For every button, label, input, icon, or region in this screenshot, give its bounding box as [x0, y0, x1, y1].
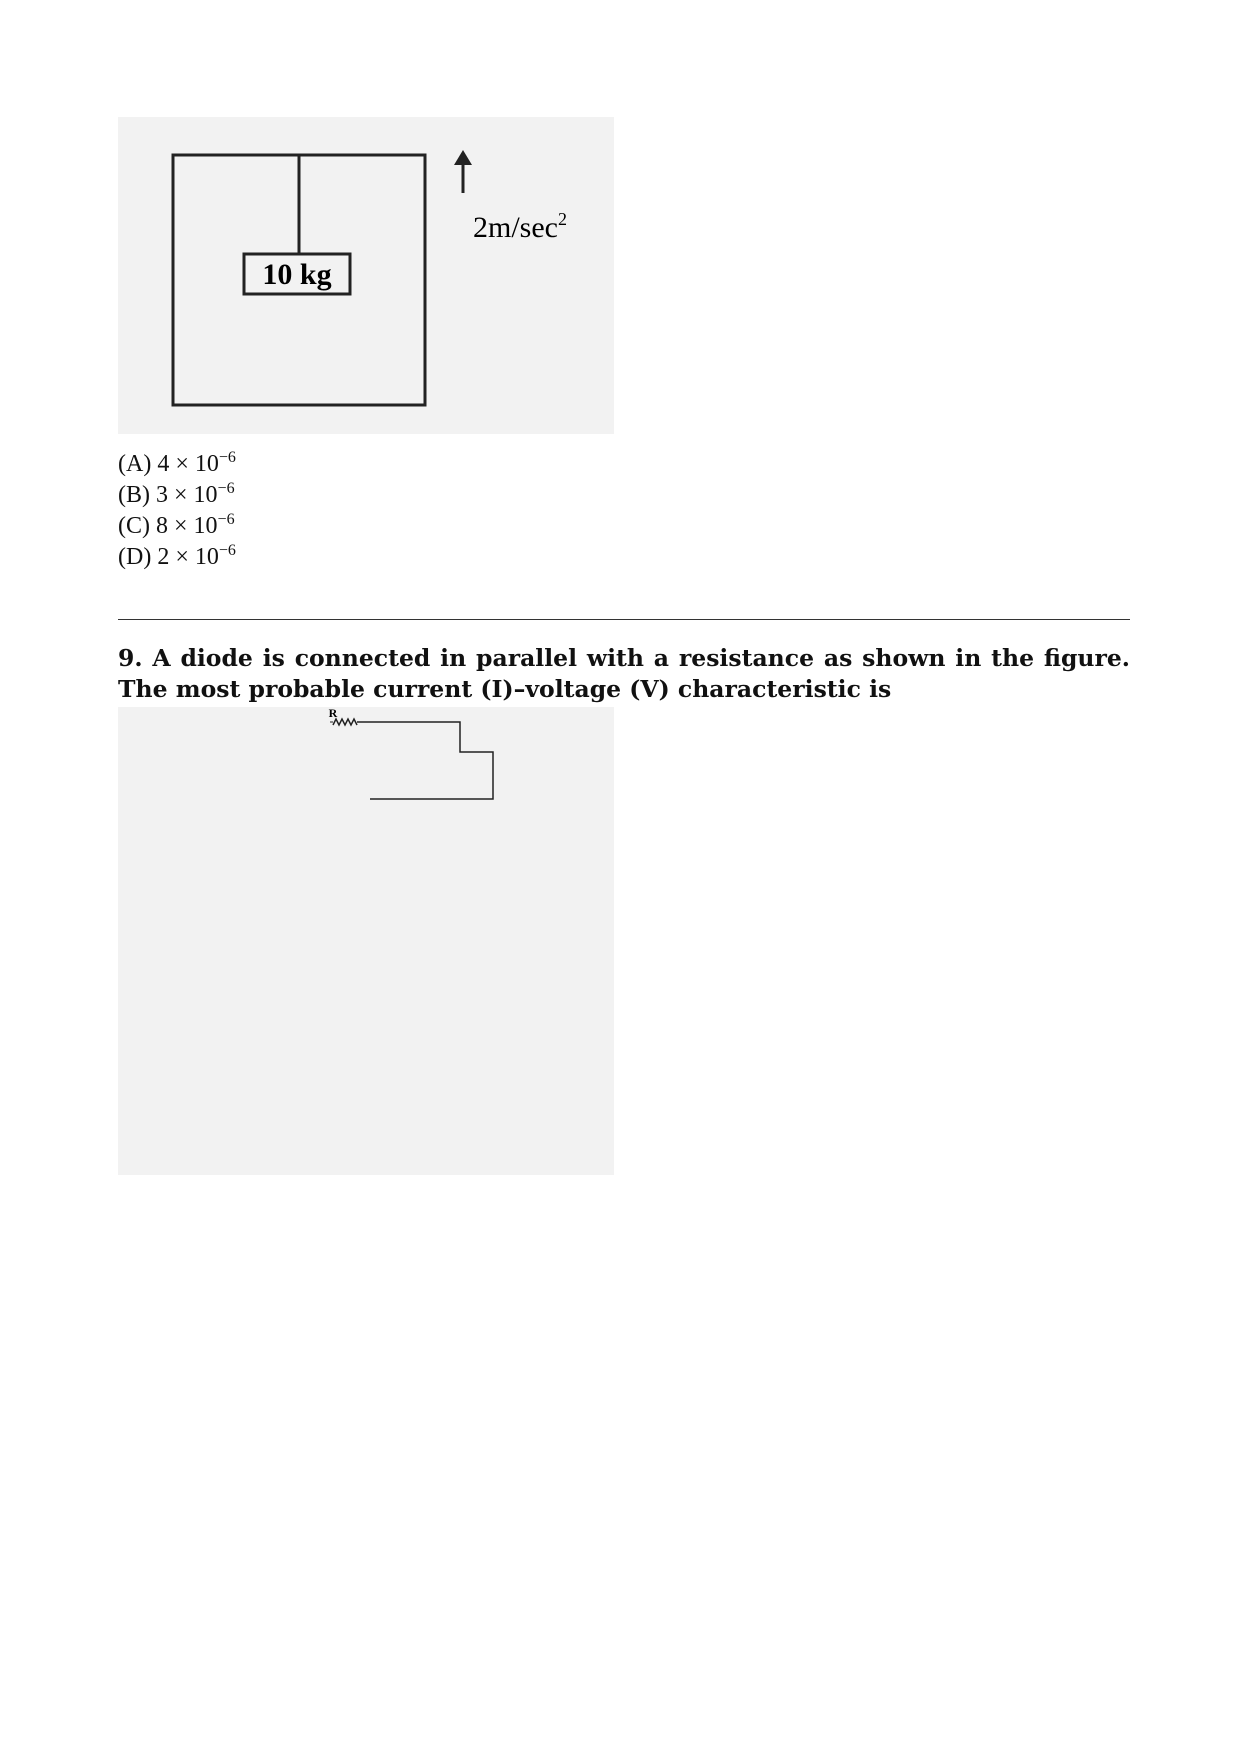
q8-option-c: (C) $8 \times 10^{-6}$ [118, 511, 235, 539]
lift-diagram [118, 117, 614, 434]
diode-diagram [118, 707, 614, 1175]
resistor-label: R [328, 707, 338, 720]
diode-figure [118, 707, 614, 1175]
q8-option-b: (B) $3 \times 10^{-6}$ [118, 480, 235, 508]
mass-label: 10 kg [262, 258, 332, 291]
accel-label: $2m/\sec^2$ [473, 209, 567, 244]
circuit [329, 707, 493, 799]
lift-figure [118, 117, 614, 434]
q8-option-a: (A) $4 \times 10^{-6}$ [118, 449, 236, 477]
divider-q8-q9 [118, 619, 1130, 620]
q8-option-d: (D) $2 \times 10^{-6}$ [118, 542, 236, 570]
resistor-icon [333, 719, 357, 725]
up-arrow-icon [454, 150, 472, 165]
q9-question-text: 9. A diode is connected in parallel with a resistance as shown in the figure. The most probable current (I)–voltage (V) characteristic is [118, 644, 1130, 703]
